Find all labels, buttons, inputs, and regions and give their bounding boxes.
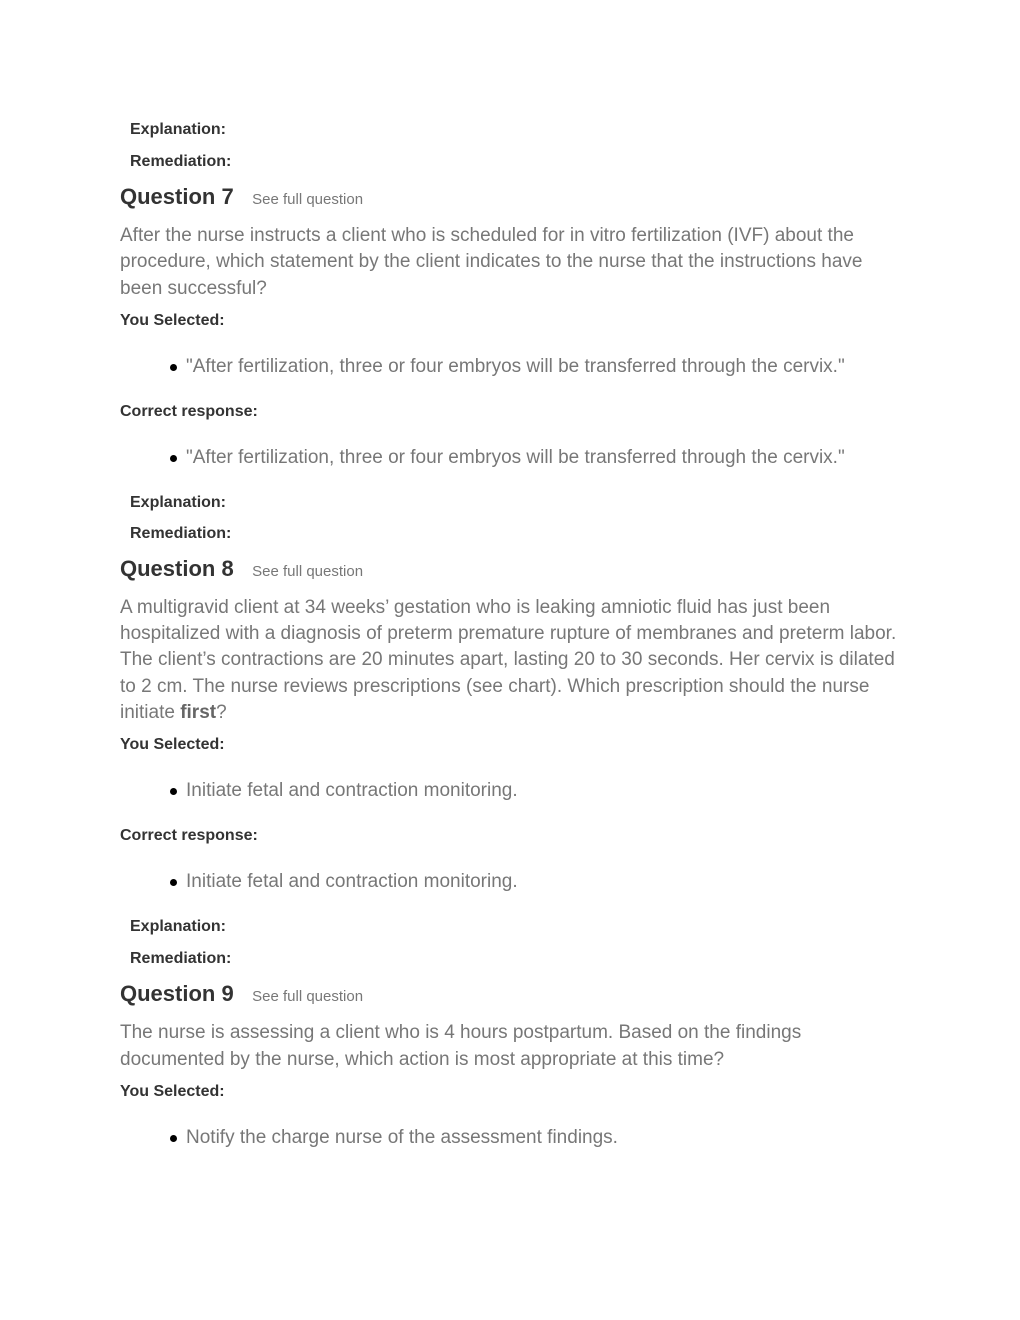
- remediation-label: Remediation:: [130, 524, 232, 542]
- question-header: [120, 555, 900, 583]
- selected-answer: [186, 1125, 900, 1151]
- selected-answer: [186, 354, 900, 380]
- question-text-emphasis: first: [180, 702, 217, 724]
- remediation-label: Remediation:: [130, 950, 232, 968]
- selected-answer-text: "After fertilization, three or four embryos will be transferred through the cervix.": [186, 355, 845, 377]
- question-text: The nurse is assessing a client who is 4 hours postpartum. Based on the findings documented by the nurse, which action is most appropriate at this time?: [120, 1022, 802, 1070]
- correct-response-label: Correct response:: [120, 827, 258, 845]
- question-text: After the nurse instructs a client who is scheduled for in vitro fertilization (IVF) about the procedure, which statement by the client indicates to the nurse that the instructions have been successful?: [120, 225, 863, 299]
- question-text-part: ?: [216, 702, 227, 724]
- see-full-question-link[interactable]: See full question: [252, 562, 364, 580]
- you-selected-label: You Selected:: [120, 736, 225, 754]
- correct-answer-text: "After fertilization, three or four embryos will be transferred through the cervix.": [186, 446, 845, 468]
- selected-answer: [186, 778, 900, 804]
- question-title: Question 8: [120, 555, 234, 581]
- bullet-icon: [170, 788, 177, 795]
- question-header: [120, 183, 900, 211]
- bullet-icon: [170, 364, 177, 371]
- bullet-icon: [170, 455, 177, 462]
- correct-answer-text: Initiate fetal and contraction monitoring.: [186, 871, 518, 893]
- explanation-label: Explanation:: [130, 493, 227, 511]
- see-full-question-link[interactable]: See full question: [252, 988, 364, 1006]
- results-page: [120, 118, 900, 1151]
- correct-answer: [186, 445, 900, 471]
- bullet-icon: [170, 1135, 177, 1142]
- selected-answer-text: Initiate fetal and contraction monitoring.: [186, 780, 518, 802]
- correct-answer: [186, 869, 900, 895]
- question-text-part: A multigravid client at 34 weeks’ gestation who is leaking amniotic fluid has just been hospitalized with a diagnosis of preterm premature rupture of membranes and preterm labor. The client’s contractions are 20 minutes apart, lasting 20 to 30 seconds. Her cervix is dilated to 2 cm. The nurse reviews prescriptions (see chart). Which prescription should the nurse initiate: [120, 596, 897, 724]
- question-text: [120, 595, 900, 726]
- selected-answer-text: Notify the charge nurse of the assessment findings.: [186, 1126, 618, 1148]
- question-title: Question 9: [120, 981, 234, 1007]
- explanation-label: Explanation:: [130, 918, 227, 936]
- question-title: Question 7: [120, 184, 234, 209]
- explanation-label: Explanation:: [130, 121, 227, 138]
- you-selected-label: You Selected:: [120, 311, 225, 329]
- remediation-label: Remediation:: [130, 153, 232, 170]
- you-selected-label: You Selected:: [120, 1082, 225, 1100]
- correct-response-label: Correct response:: [120, 402, 258, 420]
- bullet-icon: [170, 879, 177, 886]
- see-full-question-link[interactable]: See full question: [252, 191, 364, 208]
- question-header: [120, 980, 900, 1008]
